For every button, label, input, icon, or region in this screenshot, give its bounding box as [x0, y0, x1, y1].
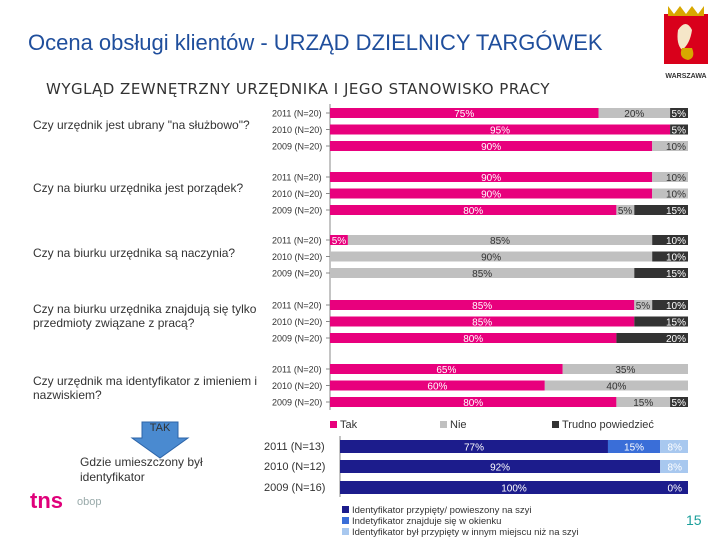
- row-label: 2009 (N=20): [272, 397, 323, 408]
- row-label: 2010 (N=20): [272, 125, 323, 135]
- data-label: 10%: [665, 172, 686, 184]
- data-label: 5%: [671, 125, 686, 137]
- row-label: 2010 (N=12): [264, 461, 326, 473]
- data-label: 10%: [665, 189, 686, 201]
- data-label: 20%: [665, 333, 686, 345]
- data-label: 0%: [667, 483, 682, 495]
- data-label: 5%: [331, 235, 347, 247]
- data-label: 15%: [633, 397, 654, 409]
- legend-entry: Tak: [340, 419, 358, 431]
- data-label: 15%: [665, 317, 686, 329]
- data-label: 15%: [665, 205, 686, 217]
- data-label: 80%: [463, 333, 484, 345]
- data-label: 10%: [665, 235, 686, 247]
- data-label: 100%: [501, 483, 527, 495]
- legend-entry: Identyfikator przypięty/ powieszony na szyi: [352, 505, 532, 516]
- row-label: 2011 (N=20): [272, 108, 322, 119]
- tak-label: TAK: [149, 422, 171, 434]
- data-label: 85%: [490, 235, 511, 247]
- row-label: 2011 (N=20): [272, 235, 322, 246]
- row-label: 2009 (N=20): [272, 333, 323, 344]
- page-title: Ocena obsługi klientów - URZĄD DZIELNICY TARGÓWEK: [28, 30, 603, 55]
- data-label: 15%: [624, 442, 645, 454]
- data-label: 60%: [427, 381, 448, 393]
- data-label: 75%: [454, 108, 475, 120]
- data-label: 35%: [615, 364, 636, 376]
- obop-logo: obop: [77, 496, 102, 508]
- data-label: 5%: [671, 397, 686, 409]
- question-2: Czy na biurku urzędnika jest porządek?: [33, 181, 244, 195]
- data-label: 80%: [463, 205, 484, 217]
- legend-entry: Trudno powiedzieć: [562, 419, 654, 431]
- data-label: 8%: [667, 462, 682, 474]
- legend-entry: Indetyfikator znajduje się w okienku: [352, 516, 502, 527]
- data-label: 90%: [481, 189, 502, 201]
- data-label: 85%: [472, 268, 493, 280]
- section-subtitle: WYGLĄD ZEWNĘTRZNY URZĘDNIKA I JEGO STANOWISKO PRACY: [46, 80, 550, 98]
- data-label: 92%: [490, 462, 511, 474]
- row-label: 2009 (N=20): [272, 268, 323, 279]
- row-label: 2010 (N=20): [272, 317, 323, 327]
- question-1: Czy urzędnik jest ubrany "na służbowo"?: [33, 118, 250, 132]
- legend-swatch: [342, 528, 349, 535]
- row-label: 2010 (N=20): [272, 189, 323, 199]
- row-label: 2009 (N=20): [272, 141, 323, 152]
- data-label: 5%: [617, 205, 633, 217]
- legend-swatch: [330, 421, 337, 428]
- row-label: 2011 (N=20): [272, 300, 322, 311]
- legend-swatch: [342, 517, 349, 524]
- data-label: 20%: [624, 108, 645, 120]
- question-4: Czy na biurku urzędnika znajdują się tylko przedmioty związane z pracą?: [33, 302, 257, 330]
- data-label: 95%: [490, 125, 511, 137]
- data-label: 85%: [472, 317, 493, 329]
- data-label: 5%: [635, 300, 651, 312]
- identifier-question: Gdzie umieszczony był identyfikator: [80, 455, 203, 484]
- data-label: 85%: [472, 300, 493, 312]
- data-label: 80%: [463, 397, 484, 409]
- page-number: 15: [686, 512, 702, 528]
- question-5: Czy urzędnik ma identyfikator z imieniem i nazwiskiem?: [33, 374, 258, 402]
- question-3: Czy na biurku urzędnika są naczynia?: [33, 246, 236, 260]
- data-label: 90%: [481, 252, 502, 264]
- legend-swatch: [552, 421, 559, 428]
- row-label: 2011 (N=13): [264, 441, 325, 453]
- legend-swatch: [342, 506, 349, 513]
- data-label: 8%: [667, 442, 682, 454]
- row-label: 2009 (N=16): [264, 482, 326, 494]
- data-label: 5%: [671, 108, 686, 120]
- data-label: 65%: [436, 364, 457, 376]
- data-label: 15%: [665, 268, 686, 280]
- data-label: 10%: [665, 300, 686, 312]
- legend-swatch: [440, 421, 447, 428]
- crest-text: WARSZAWA: [665, 73, 707, 80]
- legend-entry: Identyfikator był przypięty w innym miejscu niż na szyi: [352, 527, 579, 538]
- data-label: 90%: [481, 172, 502, 184]
- row-label: 2011 (N=20): [272, 364, 322, 375]
- data-label: 10%: [665, 252, 686, 264]
- data-label: 90%: [481, 141, 502, 153]
- row-label: 2010 (N=20): [272, 252, 323, 262]
- row-label: 2011 (N=20): [272, 172, 322, 183]
- legend-entry: Nie: [450, 419, 467, 431]
- row-label: 2009 (N=20): [272, 205, 323, 216]
- data-label: 77%: [463, 442, 484, 454]
- data-label: 40%: [606, 381, 627, 393]
- row-label: 2010 (N=20): [272, 381, 323, 391]
- data-label: 10%: [665, 141, 686, 153]
- tns-logo: tns: [30, 488, 63, 513]
